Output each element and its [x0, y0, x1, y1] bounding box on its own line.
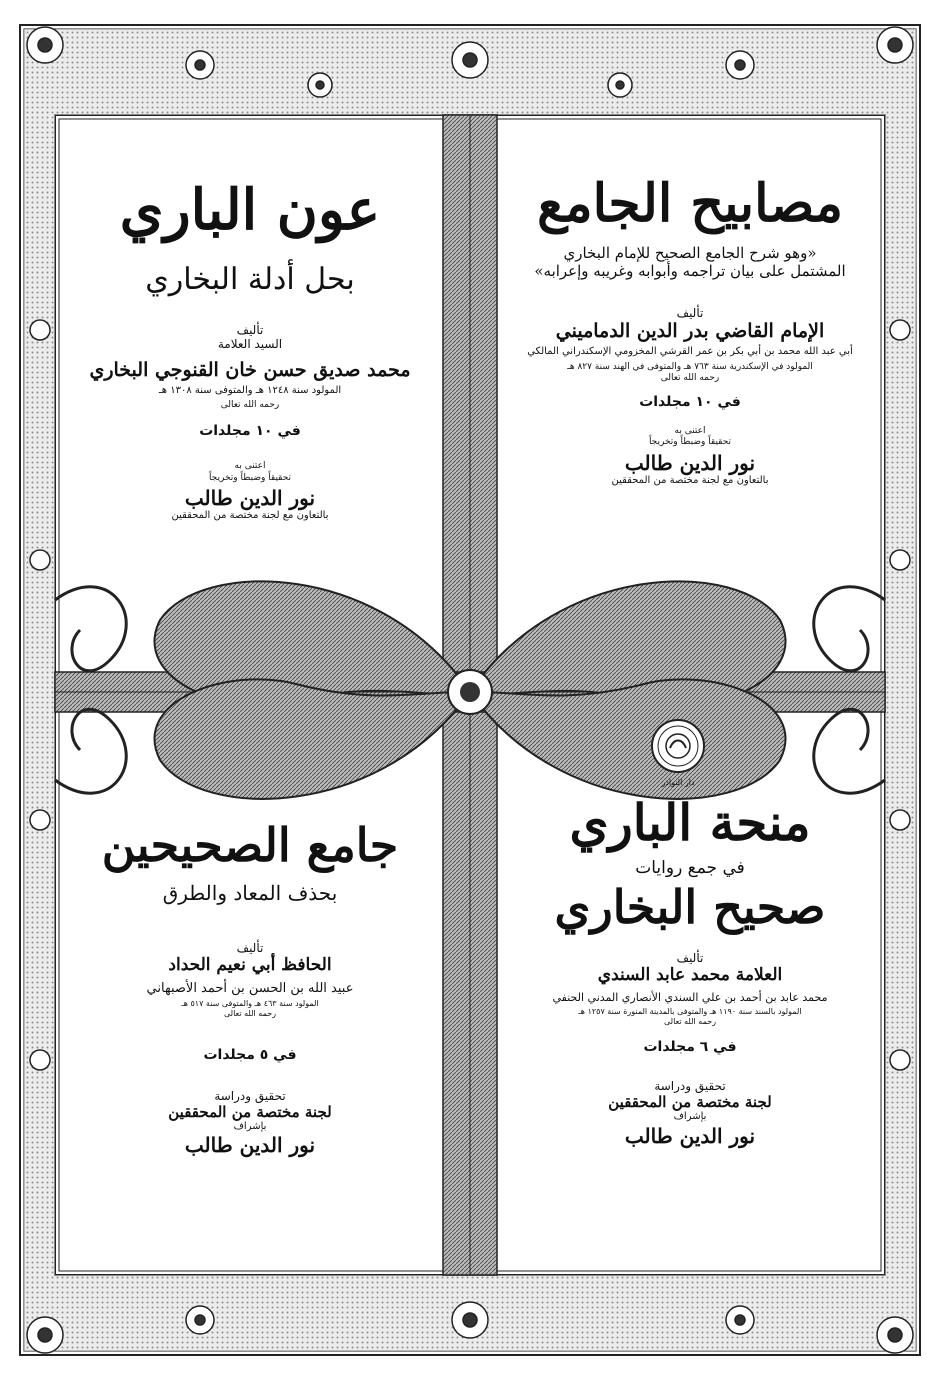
volume-count: في ١٠ مجلدات [199, 423, 301, 440]
volume-count: في ٥ مجلدات [203, 1046, 297, 1063]
taalif-label: تأليف [676, 306, 704, 321]
committee-line: لجنة مختصة من المحققين [168, 1102, 332, 1121]
rahimahu-allah: رحمه الله تعالى [660, 372, 720, 383]
seal-emblem-icon [650, 718, 706, 774]
rahimahu-allah: رحمه الله تعالى [663, 1017, 717, 1027]
iatana-label: اعتنى به [234, 461, 266, 472]
team-line: بالتعاون مع لجنة مختصة من المحققين [171, 509, 329, 521]
tahqiq-label: تحقيقاً وضبطاً وتخريجاً [648, 437, 732, 448]
author-dates: المولود سنة ٤٦٣ هـ والمتوفى سنة ٥١٧ هـ [181, 998, 319, 1008]
author-full-name: عبيد الله بن الحسن بن أحمد الأصبهاني [146, 980, 354, 996]
committee-line: لجنة مختصة من المحققين [608, 1093, 772, 1112]
author-full-name: محمد عابد بن أحمد بن علي السندي الأنصاري المدني الحنفي [552, 990, 828, 1004]
honorific: السيد العلامة [217, 336, 283, 351]
author-dates: المولود في الإسكندرية سنة ٧٦٣ هـ والمتوفى في الهند سنة ٨٢٧ هـ [567, 361, 813, 372]
book-title: منحة الباري [569, 793, 811, 852]
rahimahu-allah: رحمه الله تعالى [220, 400, 280, 411]
author-name: الحافظ أبي نعيم الحداد [168, 954, 332, 975]
seal-text: دار النوادر [661, 778, 695, 787]
author-name: الإمام القاضي بدر الدين الدماميني [555, 320, 825, 343]
book-awn-albari [70, 177, 430, 522]
editor-name: نور الدين طالب [184, 1133, 316, 1158]
editor-name: نور الدين طالب [624, 450, 756, 475]
book-title: مصابيح الجامع [537, 173, 843, 234]
author-full-name: أبي عبد الله محمد بن أبي بكر بن عمر القرشي المخزومي الإسكندراني المالكي [527, 346, 853, 358]
editor-name: نور الدين طالب [184, 485, 316, 510]
book-mid-line: في جمع روايات [635, 858, 745, 878]
book-description: «وهو شرح الجامع الصحيح للإمام البخاري [563, 244, 817, 263]
publisher-seal [650, 718, 706, 787]
taalif-label: تأليف [676, 950, 704, 965]
book-title: جامع الصحيحين [101, 818, 399, 872]
tahqiq-label: تحقيق ودراسة [654, 1079, 726, 1094]
book-jami-alsahihayn [70, 820, 430, 1157]
iatana-label: اعتنى به [674, 426, 706, 437]
author-name: العلامة محمد عابد السندي [597, 964, 783, 985]
book-title-secondary: صحيح البخاري [554, 880, 826, 934]
author-dates: المولود بالسند سنة ١١٩٠ هـ والمتوفى بالمدينة المنورة سنة ١٢٥٧ هـ [578, 1007, 802, 1017]
taalif-label: تأليف [236, 940, 264, 955]
book-masabih [505, 175, 875, 487]
author-name: محمد صديق حسن خان القنوجي البخاري [89, 358, 411, 381]
team-line: بالتعاون مع لجنة مختصة من المحققين [611, 474, 769, 486]
tahqiq-label: تحقيقاً وضبطاً وتخريجاً [208, 472, 292, 483]
book-description: المشتمل على بيان تراجمه وأبوابه وغريبه وإعرابه» [534, 262, 846, 281]
book-subtitle: بحذف المعاد والطرق [162, 880, 338, 905]
author-dates: المولود سنة ١٢٤٨ هـ والمتوفى سنة ١٣٠٨ هـ [158, 384, 342, 396]
editor-name: نور الدين طالب [624, 1123, 756, 1148]
book-minhat-albari [505, 795, 875, 1148]
taalif-label: تأليف [236, 322, 264, 337]
volume-count: في ٦ مجلدات [643, 1039, 737, 1056]
book-subtitle: بحل أدلة البخاري [145, 261, 355, 297]
volume-count: في ١٠ مجلدات [639, 394, 741, 411]
rahimahu-allah: رحمه الله تعالى [223, 1008, 277, 1018]
tahqiq-label: تحقيق ودراسة [214, 1088, 286, 1103]
ishraf-label: بإشراف [233, 1120, 267, 1132]
book-title: عون الباري [119, 177, 381, 243]
ishraf-label: بإشراف [673, 1111, 707, 1123]
